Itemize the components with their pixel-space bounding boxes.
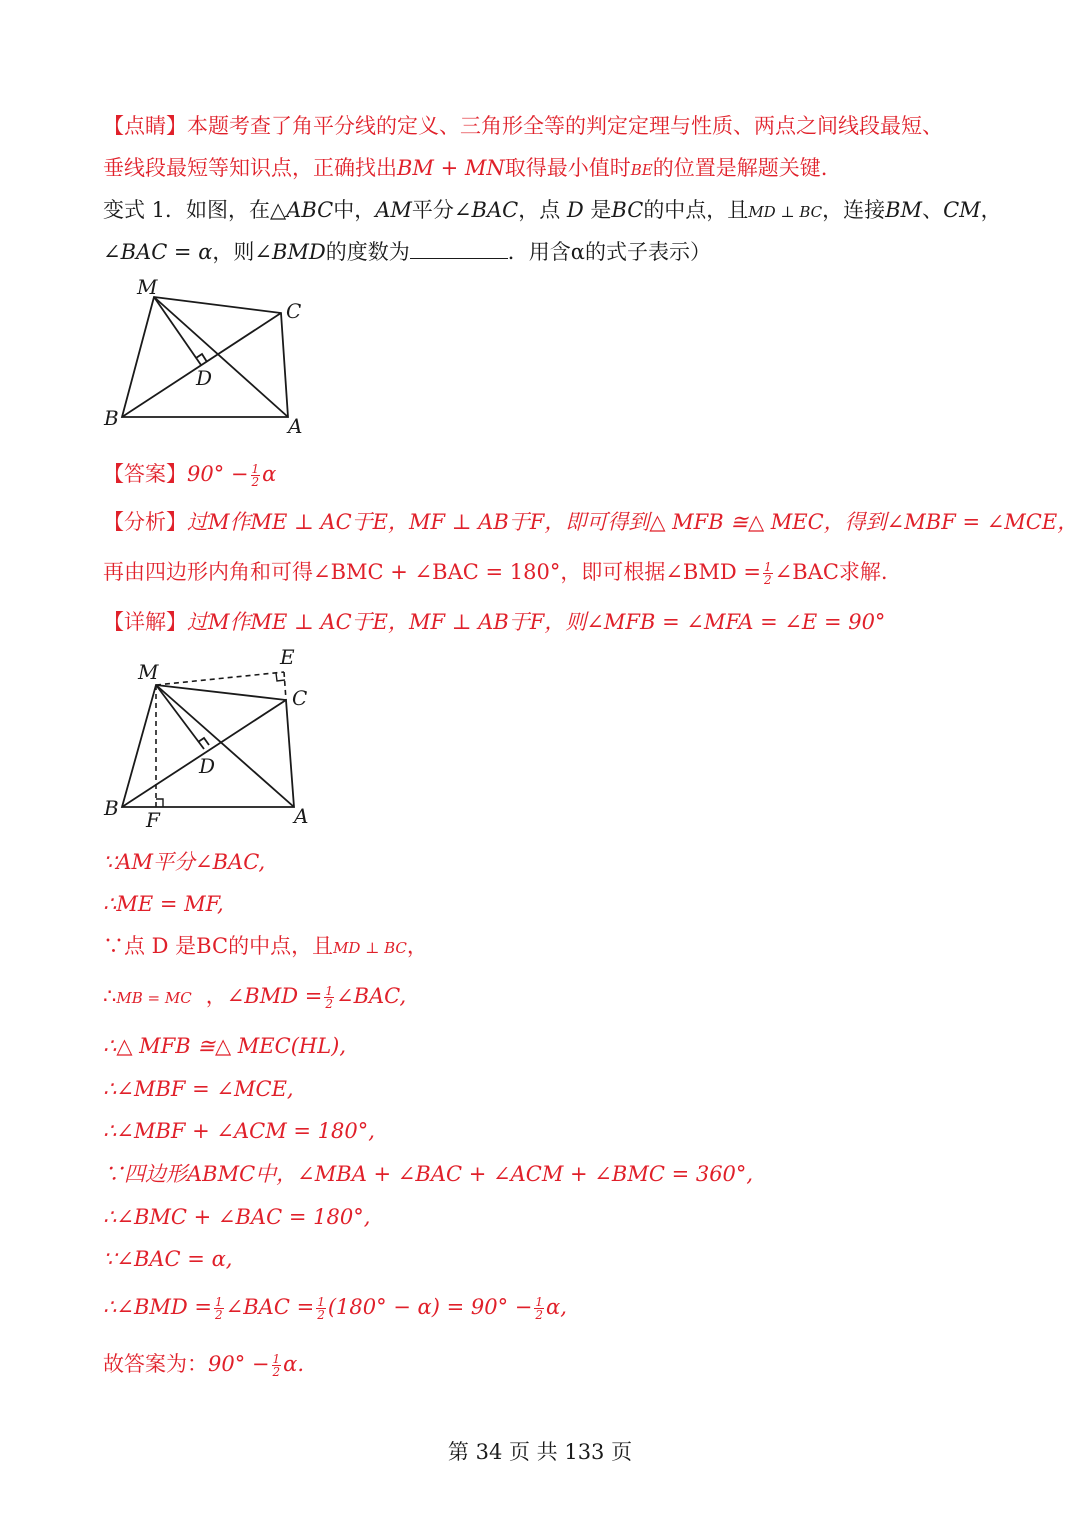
fraction [214, 1296, 224, 1321]
fraction [272, 1353, 282, 1378]
step-text: ∴ [103, 984, 117, 1008]
problem-text: 平分∠ [411, 198, 472, 222]
step-10: ∵∠BAC = α, [103, 1247, 233, 1271]
answer-blank[interactable] [410, 238, 508, 259]
step-5: ∴△ MFB ≅△ MEC(HL), [103, 1034, 347, 1058]
problem-text: BMD [272, 240, 326, 264]
step-6: ∴∠MBF = ∠MCE, [103, 1077, 294, 1101]
step-11 [103, 1293, 567, 1321]
analysis-text: 再由四边形内角和可得∠BMC + ∠BAC = 180°，即可根据∠BMD = [103, 560, 761, 584]
step-2: ∴ME = MF, [103, 892, 224, 916]
fraction [324, 985, 334, 1010]
fraction-numerator: 1 [317, 1295, 325, 1309]
problem-text: 、 [922, 198, 944, 222]
problem-line-2 [103, 238, 711, 266]
label-m: M [137, 275, 158, 299]
problem-text: 变式 1．如图，在△ [103, 198, 287, 222]
tips-text-2a: 垂线段最短等知识点，正确找出 [103, 156, 397, 180]
answer-text: α [262, 462, 277, 486]
figure-2 [100, 645, 320, 835]
step-8: ∵四边形ABMC中，∠MBA + ∠BAC + ∠ACM + ∠BMC = 360°, [103, 1162, 754, 1186]
tips-line-2 [103, 154, 827, 184]
analysis-label: 【分析】 [103, 510, 187, 534]
step-3 [103, 932, 428, 962]
fraction [251, 463, 261, 488]
fraction-numerator: 1 [535, 1295, 544, 1309]
step-text: MD ⊥ BC [333, 939, 407, 957]
problem-text: 的中点，且 [643, 198, 749, 222]
problem-text: 中， [333, 198, 376, 222]
step-4 [103, 982, 406, 1012]
label-d: D [196, 366, 213, 390]
fraction [534, 1296, 544, 1321]
step-text: ∵点 D 是BC的中点，且 [103, 934, 334, 958]
step-text: (180° − α) = 90° − [327, 1295, 533, 1319]
label-c: C [286, 299, 302, 323]
analysis-line-2 [103, 558, 888, 586]
quadrilateral-outline [122, 685, 294, 807]
segment-md [154, 297, 201, 365]
label-b: B [104, 796, 119, 820]
tips-text-2e: 的位置是解题关键. [652, 156, 828, 180]
problem-line-1 [103, 196, 1002, 226]
step-text: α, [546, 1295, 567, 1319]
label-a: A [294, 804, 309, 828]
step-7: ∴∠MBF + ∠ACM = 180°, [103, 1119, 375, 1143]
figure-1 [100, 275, 320, 440]
page-footer: 第 34 页 共 133 页 [447, 1440, 633, 1464]
right-angle-mark-f [156, 799, 163, 807]
fraction-denominator: 2 [763, 573, 772, 587]
problem-text: CM [943, 198, 981, 222]
step-text: ∠BMD = [226, 984, 323, 1008]
step-text: 故答案为： [103, 1352, 208, 1376]
problem-text: ．用含α的式子表示） [507, 240, 711, 264]
tips-label: 【点睛】 [103, 114, 187, 138]
problem-text: AM [375, 198, 412, 222]
detail-text: 过M作ME ⊥ AC于E，MF ⊥ AB于F，则∠MFB = ∠MFA = ∠E = 90° [187, 610, 886, 634]
fraction-denominator: 2 [251, 475, 260, 489]
answer-label: 【答案】 [103, 462, 187, 486]
fraction [316, 1296, 326, 1321]
problem-text: ，则∠ [212, 240, 272, 264]
label-c: C [292, 686, 308, 710]
segment-ma [154, 297, 288, 417]
fraction-denominator: 2 [325, 997, 333, 1011]
analysis-text: ∠BAC求解. [774, 560, 888, 584]
problem-text: ，连接 [822, 198, 886, 222]
step-12 [103, 1350, 304, 1378]
fraction [763, 561, 773, 586]
label-d: D [199, 754, 216, 778]
dashed-ec [284, 672, 286, 700]
segment-md [156, 685, 204, 749]
quadrilateral-outline [122, 297, 288, 417]
fraction-numerator: 1 [251, 462, 260, 476]
segment-ma [156, 685, 294, 807]
step-1: ∵AM平分∠BAC, [103, 850, 266, 874]
answer-line [103, 460, 276, 488]
step-text: 90° − [208, 1352, 270, 1376]
tips-text-2c: 取得最小值时 [504, 156, 631, 180]
label-f: F [146, 808, 160, 832]
problem-text: D [566, 198, 584, 222]
analysis-text: 过M作ME ⊥ AC于E，MF ⊥ AB于F，即可得到△ MFB ≅△ MEC，得到∠MBF = ∠MCE， [187, 510, 1079, 534]
step-text: MB = MC [116, 989, 192, 1007]
answer-text: 90° − [187, 462, 249, 486]
detail-label: 【详解】 [103, 610, 187, 634]
fraction-denominator: 2 [215, 1308, 223, 1322]
problem-text: BM [885, 198, 923, 222]
fraction-numerator: 1 [763, 560, 772, 574]
label-e: E [280, 645, 295, 669]
fraction-denominator: 2 [535, 1308, 544, 1322]
step-text: α. [283, 1352, 304, 1376]
step-text: ， [406, 934, 428, 958]
step-text: ∠BAC = [225, 1295, 315, 1319]
problem-text: 是 [583, 198, 612, 222]
step-text: ， [205, 984, 227, 1008]
label-a: A [288, 414, 303, 438]
problem-text: ，点 [518, 198, 567, 222]
dashed-me [156, 672, 284, 685]
tips-text-2b: BM + MN [397, 156, 505, 180]
problem-text: BAC [471, 198, 519, 222]
fraction-denominator: 2 [317, 1308, 325, 1322]
step-text: ∠BAC, [335, 984, 407, 1008]
fraction-denominator: 2 [272, 1365, 281, 1379]
fraction-numerator: 1 [325, 984, 333, 998]
problem-text: ∠BAC = α [103, 240, 213, 264]
fraction-numerator: 1 [215, 1295, 223, 1309]
problem-text: BC [611, 198, 644, 222]
tips-text-2d: BE [630, 161, 653, 179]
problem-text: ， [980, 198, 1002, 222]
tips-text-1: 本题考查了角平分线的定义、三角形全等的判定定理与性质、两点之间线段最短、 [187, 114, 943, 138]
step-text: ∴∠BMD = [103, 1295, 212, 1319]
tips-line-1 [103, 112, 943, 140]
detail-line-1 [103, 608, 885, 636]
problem-text: 的度数为 [325, 240, 410, 264]
step-9: ∴∠BMC + ∠BAC = 180°, [103, 1205, 371, 1229]
label-m: M [138, 660, 159, 684]
fraction-numerator: 1 [272, 1352, 281, 1366]
analysis-line-1 [103, 508, 1078, 536]
problem-text: ABC [286, 198, 334, 222]
problem-text: MD ⊥ BC [748, 203, 823, 221]
label-b: B [104, 406, 119, 430]
